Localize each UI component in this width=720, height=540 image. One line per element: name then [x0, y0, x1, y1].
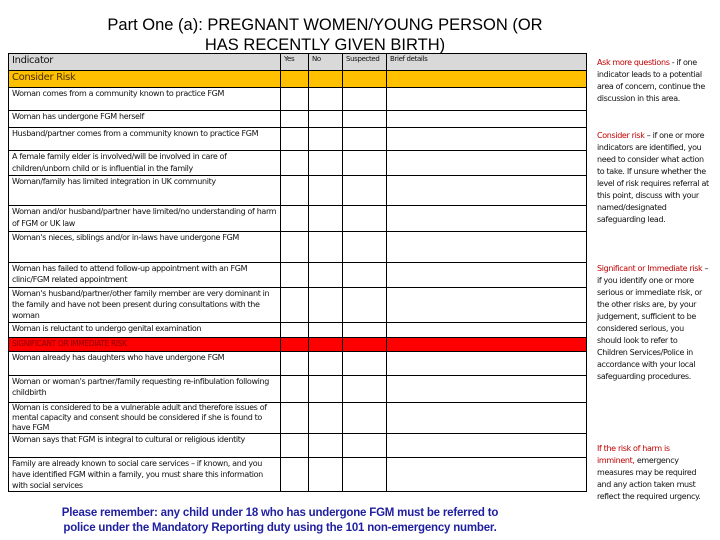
indicator-text: Woman has undergone FGM herself: [9, 111, 281, 128]
yes-cell[interactable]: [281, 458, 309, 492]
indicator-text: Woman's nieces, siblings and/or in-laws have undergone FGM: [9, 232, 281, 263]
no-cell[interactable]: [309, 376, 343, 403]
table-row: [9, 458, 587, 492]
reminder-line-1: Please remember: any child under 18 who has undergone FGM must be referred to: [61, 507, 499, 519]
table-row: [9, 352, 587, 376]
no-cell[interactable]: [309, 111, 343, 128]
guidance-imminent-risk: [597, 443, 709, 503]
consider-risk-band: [9, 71, 587, 88]
suspected-cell[interactable]: [343, 458, 387, 492]
yes-cell[interactable]: [281, 232, 309, 263]
table-row: [9, 88, 587, 111]
no-cell[interactable]: [309, 323, 343, 338]
no-cell[interactable]: [309, 263, 343, 288]
yes-cell[interactable]: [281, 434, 309, 458]
indicator-text: Woman already has daughters who have undergone FGM: [9, 352, 281, 376]
indicator-text: A female family elder is involved/will be involved in care of children/unborn child or is influential in the family: [9, 151, 281, 176]
no-cell[interactable]: [309, 88, 343, 111]
yes-cell[interactable]: [281, 288, 309, 323]
yes-cell[interactable]: [281, 111, 309, 128]
title-line-1: Part One (a): PREGNANT WOMEN/YOUNG PERSON (OR: [107, 16, 543, 34]
yes-cell[interactable]: [281, 352, 309, 376]
no-cell[interactable]: [309, 352, 343, 376]
indicator-text: Woman's husband/partner/other family member are very dominant in the family and have not been present during consultations with the woman: [9, 288, 281, 323]
risk-indicator-table: [8, 53, 587, 492]
indicator-text: Woman is considered to be a vulnerable adult and therefore issues of mental capacity and consent should be considered if she is found to have FGM: [9, 403, 281, 434]
indicator-text: Husband/partner comes from a community known to practice FGM: [9, 128, 281, 151]
indicator-text: Woman comes from a community known to practice FGM: [9, 88, 281, 111]
no-cell[interactable]: [309, 151, 343, 176]
yes-cell[interactable]: [281, 128, 309, 151]
table-row: [9, 206, 587, 232]
brief-details-cell[interactable]: [387, 434, 587, 458]
yes-cell[interactable]: [281, 376, 309, 403]
guidance-text: – if one or more indicators are identified, you need to consider what action to take. If unsure whether the level of risk requires referral at this point, discuss with your named/designated safeguarding lead.: [597, 131, 709, 224]
guidance-text: – if you identify one or more serious or immediate risk, or the other risks are, by your judgement, sufficient to be considered serious, you should look to refer to Children Services/Police in accordance with your local safeguarding procedures.: [597, 264, 709, 381]
table-row: [9, 263, 587, 288]
title-line-2: HAS RECENTLY GIVEN BIRTH): [204, 36, 446, 54]
mandatory-reporting-reminder: [30, 506, 530, 536]
suspected-cell[interactable]: [343, 288, 387, 323]
guidance-highlight: If the risk of harm is imminent,: [597, 444, 670, 465]
indicator-text: Woman is reluctant to undergo genital examination: [9, 323, 281, 338]
table-row: [9, 434, 587, 458]
table-row: [9, 376, 587, 403]
no-cell[interactable]: [309, 176, 343, 206]
table-row: [9, 288, 587, 323]
yes-cell[interactable]: [281, 176, 309, 206]
brief-details-cell[interactable]: [387, 128, 587, 151]
no-cell[interactable]: [309, 232, 343, 263]
guidance-ask-more-questions: [597, 57, 709, 105]
reminder-line-2: police under the Mandatory Reporting duty using the 101 non-emergency number.: [63, 522, 497, 534]
header-brief-details: Brief details: [387, 54, 587, 71]
significant-risk-label: SIGNIFICANT OR IMMEDIATE RISK: [9, 338, 281, 352]
significant-risk-band: [9, 338, 587, 352]
yes-cell[interactable]: [281, 323, 309, 338]
guidance-highlight: Consider risk: [597, 131, 645, 140]
yes-cell[interactable]: [281, 151, 309, 176]
table-row: [9, 403, 587, 434]
brief-details-cell[interactable]: [387, 88, 587, 111]
brief-details-cell[interactable]: [387, 323, 587, 338]
suspected-cell[interactable]: [343, 88, 387, 111]
suspected-cell[interactable]: [343, 376, 387, 403]
indicator-text: Woman/family has limited integration in UK community: [9, 176, 281, 206]
guidance-consider-risk: [597, 130, 709, 226]
suspected-cell[interactable]: [343, 352, 387, 376]
brief-details-cell[interactable]: [387, 352, 587, 376]
brief-details-cell[interactable]: [387, 111, 587, 128]
indicator-text: Woman or woman's partner/family requesting re-infibulation following childbirth: [9, 376, 281, 403]
guidance-highlight: Ask more questions: [597, 58, 670, 67]
brief-details-cell[interactable]: [387, 458, 587, 492]
guidance-highlight: Significant or Immediate risk: [597, 264, 703, 273]
header-suspected: Suspected: [343, 54, 387, 71]
brief-details-cell[interactable]: [387, 403, 587, 434]
indicator-text: Woman and/or husband/partner have limited/no understanding of harm of FGM or UK law: [9, 206, 281, 232]
suspected-cell[interactable]: [343, 206, 387, 232]
brief-details-cell[interactable]: [387, 151, 587, 176]
header-yes: Yes: [281, 54, 309, 71]
brief-details-cell[interactable]: [387, 232, 587, 263]
table-row: [9, 151, 587, 176]
suspected-cell[interactable]: [343, 323, 387, 338]
guidance-text: emergency measures may be required and any action taken must reflect the required urgency.: [597, 456, 701, 501]
header-indicator: Indicator: [9, 54, 281, 71]
indicator-text: Woman says that FGM is integral to cultural or religious identity: [9, 434, 281, 458]
suspected-cell[interactable]: [343, 263, 387, 288]
suspected-cell[interactable]: [343, 403, 387, 434]
no-cell[interactable]: [309, 403, 343, 434]
yes-cell[interactable]: [281, 206, 309, 232]
indicator-text: Woman has failed to attend follow-up appointment with an FGM clinic/FGM related appointment: [9, 263, 281, 288]
table-row: [9, 128, 587, 151]
suspected-cell[interactable]: [343, 151, 387, 176]
no-cell[interactable]: [309, 434, 343, 458]
yes-cell[interactable]: [281, 263, 309, 288]
suspected-cell[interactable]: [343, 128, 387, 151]
no-cell[interactable]: [309, 458, 343, 492]
table-row: [9, 232, 587, 263]
table-row: [9, 176, 587, 206]
suspected-cell[interactable]: [343, 111, 387, 128]
suspected-cell[interactable]: [343, 176, 387, 206]
table-row: [9, 323, 587, 338]
consider-risk-label: Consider Risk: [9, 71, 281, 88]
suspected-cell[interactable]: [343, 434, 387, 458]
yes-cell[interactable]: [281, 403, 309, 434]
table-header-row: [9, 54, 587, 71]
brief-details-cell[interactable]: [387, 376, 587, 403]
brief-details-cell[interactable]: [387, 288, 587, 323]
brief-details-cell[interactable]: [387, 263, 587, 288]
brief-details-cell[interactable]: [387, 176, 587, 206]
brief-details-cell[interactable]: [387, 206, 587, 232]
no-cell[interactable]: [309, 206, 343, 232]
no-cell[interactable]: [309, 128, 343, 151]
suspected-cell[interactable]: [343, 232, 387, 263]
guidance-significant-risk: [597, 263, 709, 383]
guidance-text: - if one indicator leads to a potential area of concern, continue the discussion in this area.: [597, 58, 705, 103]
no-cell[interactable]: [309, 288, 343, 323]
indicator-text: Family are already known to social care services – if known, and you have identified FGM within a family, you must share this information with social services: [9, 458, 281, 492]
page-title: [60, 15, 590, 55]
header-no: No: [309, 54, 343, 71]
table-row: [9, 111, 587, 128]
yes-cell[interactable]: [281, 88, 309, 111]
